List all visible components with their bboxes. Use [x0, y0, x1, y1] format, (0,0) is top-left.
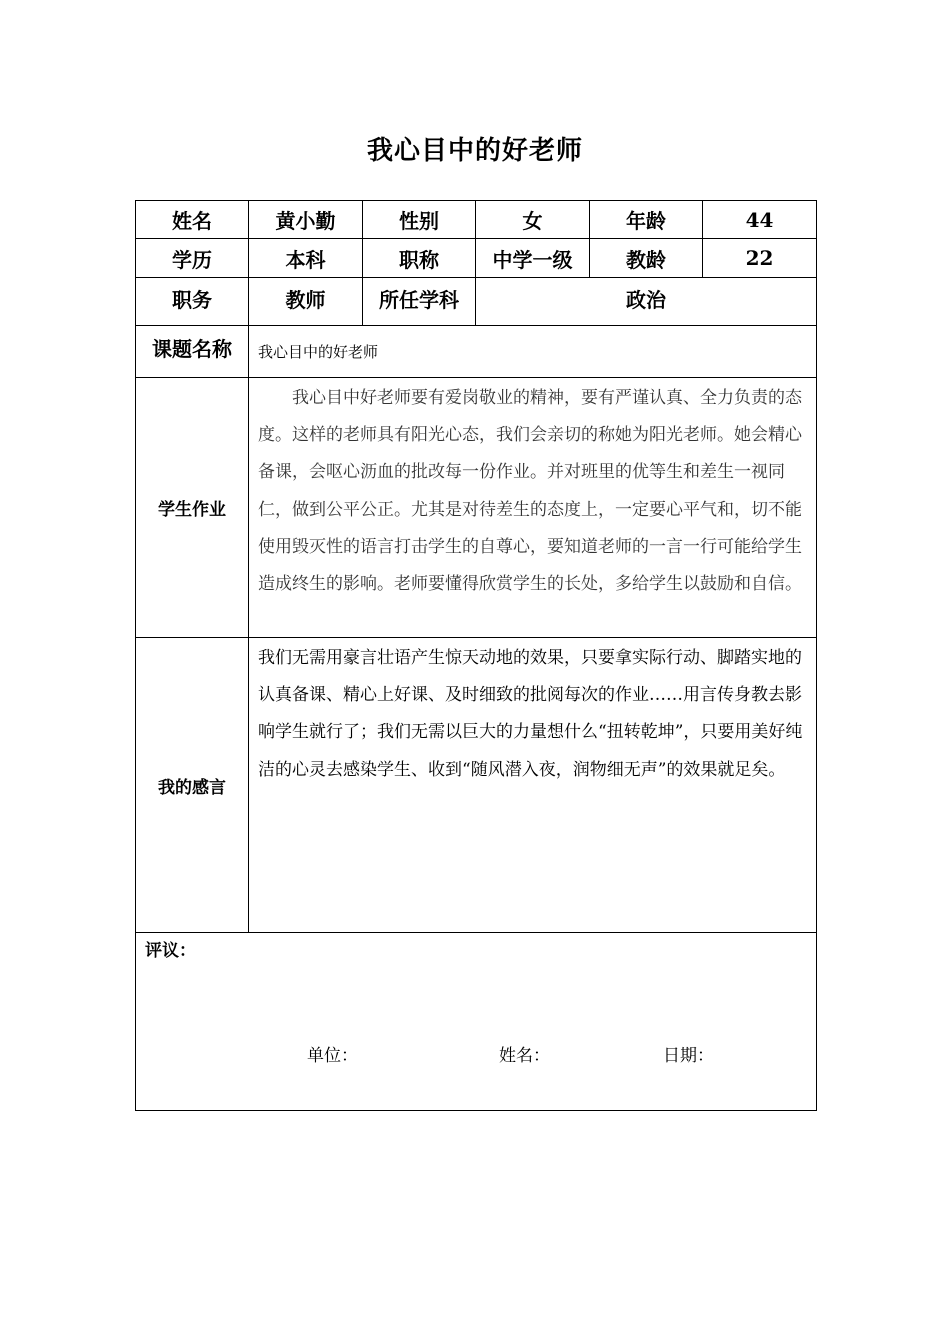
- value-topic: 我心目中的好老师: [249, 326, 817, 378]
- label-education: 学历: [136, 239, 249, 278]
- label-topic: 课题名称: [136, 326, 249, 378]
- row-basic-info: [136, 201, 817, 239]
- page-title: 我心目中的好老师: [366, 136, 583, 166]
- label-teaching-years: 教龄: [590, 239, 703, 278]
- row-position: [136, 278, 817, 326]
- value-position: 教师: [249, 278, 363, 326]
- value-subject: 政治: [476, 278, 817, 326]
- row-my-thoughts: [136, 638, 817, 933]
- label-position: 职务: [136, 278, 249, 326]
- label-job-title: 职称: [363, 239, 476, 278]
- label-my-thoughts: 我的感言: [136, 638, 249, 933]
- my-thoughts-text: 我们无需用豪言壮语产生惊天动地的效果，只要拿实际行动、脚踏实地的认真备课、精心上好课、及时细致的批阅每次的作业……用言传身教去影响学生就行了；我们无需以巨大的力量想什么“扭转乾坤”，只要用美好纯洁的心灵去感染学生、收到“随风潜入夜，润物细无声”的效果就足矣。: [258, 648, 803, 780]
- label-subject: 所任学科: [363, 278, 476, 326]
- signature-name-label: 姓名：: [499, 1046, 550, 1066]
- label-comments: 评议：: [145, 941, 196, 961]
- my-thoughts-cell: [249, 638, 817, 933]
- value-job-title: 中学一级: [476, 239, 590, 278]
- signature-date-label: 日期：: [663, 1046, 714, 1066]
- label-name: 姓名: [136, 201, 249, 239]
- value-education: 本科: [249, 239, 363, 278]
- row-student-work: [136, 378, 817, 638]
- label-gender: 性别: [363, 201, 476, 239]
- row-education: [136, 239, 817, 278]
- student-work-text: 我心目中好老师要有爱岗敬业的精神，要有严谨认真、全力负责的态度。这样的老师具有阳光心态，我们会亲切的称她为阳光老师。她会精心备课，会呕心沥血的批改每一份作业。并对班里的优等生和差生一视同仁，做到公平公正。尤其是对待差生的态度上，一定要心平气和，切不能使用毁灭性的语言打击学生的自尊心，要知道老师的一言一行可能给学生造成终生的影响。老师要懂得欣赏学生的长处，多给学生以鼓励和自信。: [258, 388, 802, 595]
- value-age: 44: [703, 201, 817, 239]
- value-name: 黄小勤: [249, 201, 363, 239]
- row-comments: [136, 933, 817, 1111]
- comments-cell: [136, 933, 817, 1111]
- student-work-cell: [249, 378, 817, 638]
- row-topic: [136, 326, 817, 378]
- signature-unit-label: 单位：: [307, 1046, 358, 1066]
- value-gender: 女: [476, 201, 590, 239]
- label-age: 年龄: [590, 201, 703, 239]
- label-student-work: 学生作业: [136, 378, 249, 638]
- teacher-form-table: [135, 200, 817, 1111]
- value-teaching-years: 22: [703, 239, 817, 278]
